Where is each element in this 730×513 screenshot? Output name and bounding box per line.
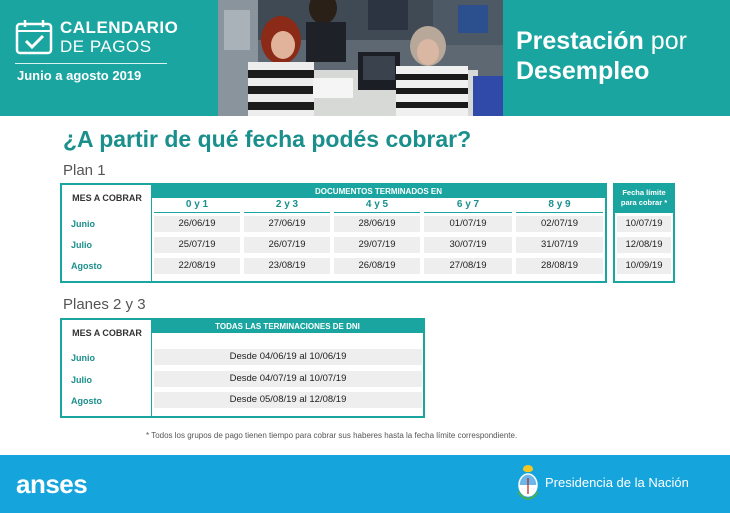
plan1-cell: 01/07/19 [424, 216, 512, 232]
plan1-cell: 26/06/19 [154, 216, 240, 232]
coat-of-arms-icon [516, 464, 540, 500]
footer-bar [0, 455, 730, 513]
calendar-title-line-1: CALENDARIO [60, 18, 179, 37]
plan1-month-agosto: Agosto [71, 261, 102, 271]
plan1-cell: 23/08/19 [244, 258, 330, 274]
footnote: * Todos los grupos de pago tienen tiempo para cobrar sus haberes hasta la fecha límite correspondiente. [146, 431, 518, 440]
page-question: ¿A partir de qué fecha podés cobrar? [63, 126, 472, 152]
plan1-col-3: 6 y 7 [424, 199, 512, 213]
office-photo [218, 0, 503, 116]
nation-label: Presidencia de la Nación [545, 475, 689, 490]
plan1-mes-header: MES A COBRAR [72, 193, 142, 203]
calendar-divider [15, 63, 167, 64]
limit-header [613, 183, 675, 213]
limit-cell: 12/08/19 [617, 237, 671, 253]
plan23-cell: Desde 04/06/19 al 10/06/19 [154, 349, 422, 365]
plan1-col-0: 0 y 1 [154, 199, 240, 213]
plan1-cell: 28/06/19 [334, 216, 420, 232]
anses-logo: anses [16, 469, 88, 499]
limit-cell: 10/07/19 [617, 216, 671, 232]
plan1-separator [151, 185, 152, 281]
plan23-cell: Desde 04/07/19 al 10/07/19 [154, 371, 422, 387]
plan23-label: Planes 2 y 3 [63, 296, 146, 313]
program-title [516, 26, 687, 86]
plan1-cell: 26/07/19 [244, 237, 330, 253]
limit-cell: 10/09/19 [617, 258, 671, 274]
plan23-cell: Desde 05/08/19 al 12/08/19 [154, 392, 422, 408]
plan23-mes-header: MES A COBRAR [72, 328, 142, 338]
plan1-cell: 30/07/19 [424, 237, 512, 253]
plan1-month-julio: Julio [71, 240, 93, 250]
calendar-block [0, 0, 218, 116]
plan23-dni-header: TODAS LAS TERMINACIONES DE DNI [152, 320, 423, 333]
limit-header-line-2: para cobrar * [620, 198, 668, 207]
plan1-col-2: 4 y 5 [334, 199, 420, 213]
plan1-label: Plan 1 [63, 162, 106, 179]
plan23-separator [151, 320, 152, 416]
plan23-month-agosto: Agosto [71, 396, 102, 406]
plan1-cell: 22/08/19 [154, 258, 240, 274]
calendar-check-icon [15, 19, 53, 55]
plan1-cell: 31/07/19 [516, 237, 603, 253]
plan23-month-junio: Junio [71, 353, 95, 363]
plan1-cell: 27/06/19 [244, 216, 330, 232]
plan1-cell: 25/07/19 [154, 237, 240, 253]
plan1-cell: 27/08/19 [424, 258, 512, 274]
plan23-month-julio: Julio [71, 375, 93, 385]
program-title-word-1: Prestación [516, 27, 644, 55]
plan1-col-4: 8 y 9 [516, 199, 603, 213]
plan1-doc-header: DOCUMENTOS TERMINADOS EN [152, 185, 605, 198]
plan1-col-1: 2 y 3 [244, 199, 330, 213]
plan1-cell: 29/07/19 [334, 237, 420, 253]
plan1-cell: 26/08/19 [334, 258, 420, 274]
program-title-word-3: Desempleo [516, 57, 650, 85]
program-title-word-2: por [650, 27, 687, 55]
calendar-title-line-2: DE PAGOS [60, 37, 152, 56]
plan1-month-junio: Junio [71, 219, 95, 229]
header-banner [0, 0, 730, 116]
plan1-cell: 28/08/19 [516, 258, 603, 274]
calendar-period: Junio a agosto 2019 [17, 68, 142, 83]
plan1-cell: 02/07/19 [516, 216, 603, 232]
limit-header-line-1: Fecha límite [622, 188, 666, 197]
